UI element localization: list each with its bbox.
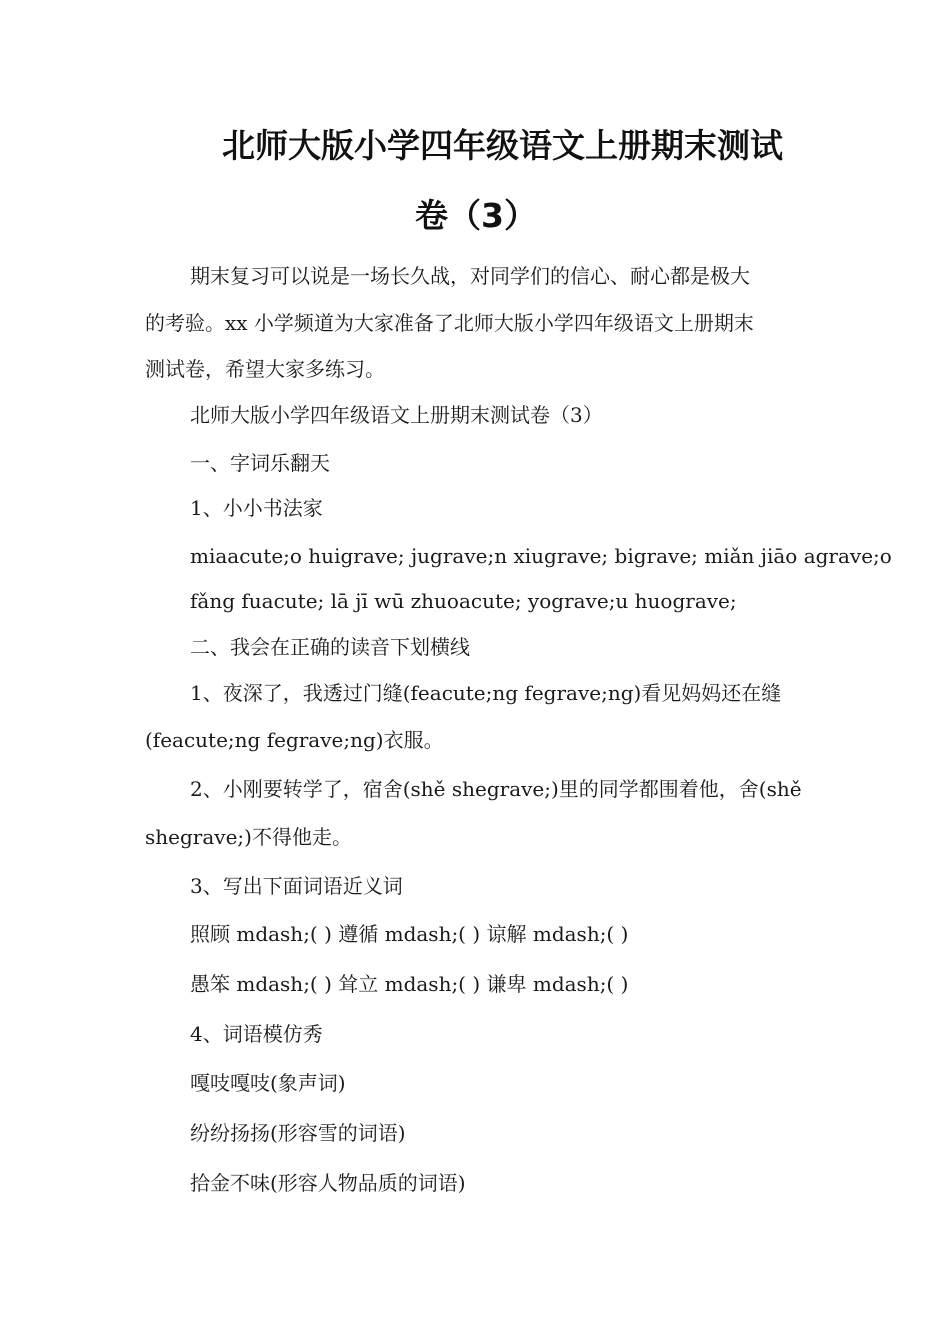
- subtitle: 北师大版小学四年级语文上册期末测试卷（3）: [190, 403, 603, 427]
- section-2-heading: 二、我会在正确的读音下划横线: [190, 635, 470, 659]
- intro-paragraph-line-3: 测试卷，希望大家多练习。: [145, 357, 385, 381]
- question-1-line-1: 1、夜深了，我透过门缝(feacute;ng fegrave;ng)看见妈妈还在缝: [190, 681, 782, 705]
- question-1-line-2: (feacute;ng fegrave;ng)衣服。: [145, 728, 444, 752]
- question-4-heading: 4、词语模仿秀: [190, 1022, 323, 1046]
- question-4-line-3: 拾金不味(形容人物品质的词语): [190, 1171, 466, 1195]
- question-2-line-2: shegrave;)不得他走。: [145, 825, 352, 849]
- question-3-heading: 3、写出下面词语近义词: [190, 874, 403, 898]
- question-3-line-1: 照顾 mdash;( ) 遵循 mdash;( ) 谅解 mdash;( ): [190, 922, 629, 946]
- question-4-line-2: 纷纷扬扬(形容雪的词语): [190, 1121, 406, 1145]
- question-3-line-2: 愚笨 mdash;( ) 耸立 mdash;( ) 谦卑 mdash;( ): [190, 972, 629, 996]
- document-title-line-1: 北师大版小学四年级语文上册期末测试: [222, 126, 783, 165]
- intro-paragraph-line-2: 的考验。xx 小学频道为大家准备了北师大版小学四年级语文上册期末: [145, 311, 754, 335]
- question-4-line-1: 嘎吱嘎吱(象声词): [190, 1071, 346, 1095]
- pinyin-line-2: fǎng fuacute; lā jī wū zhuoacute; yograve;u huograve;: [190, 589, 737, 613]
- document-title-line-2: 卷（3）: [415, 196, 537, 235]
- item-1-heading: 1、小小书法家: [190, 496, 323, 520]
- section-1-heading: 一、字词乐翻天: [190, 451, 330, 475]
- intro-paragraph-line-1: 期末复习可以说是一场长久战，对同学们的信心、耐心都是极大: [190, 264, 750, 288]
- question-2-line-1: 2、小刚要转学了，宿舍(shě shegrave;)里的同学都围着他，舍(shě: [190, 777, 802, 801]
- pinyin-line-1: miaacute;o huigrave; jugrave;n xiugrave; bigrave; miǎn jiāo agrave;o: [190, 544, 892, 568]
